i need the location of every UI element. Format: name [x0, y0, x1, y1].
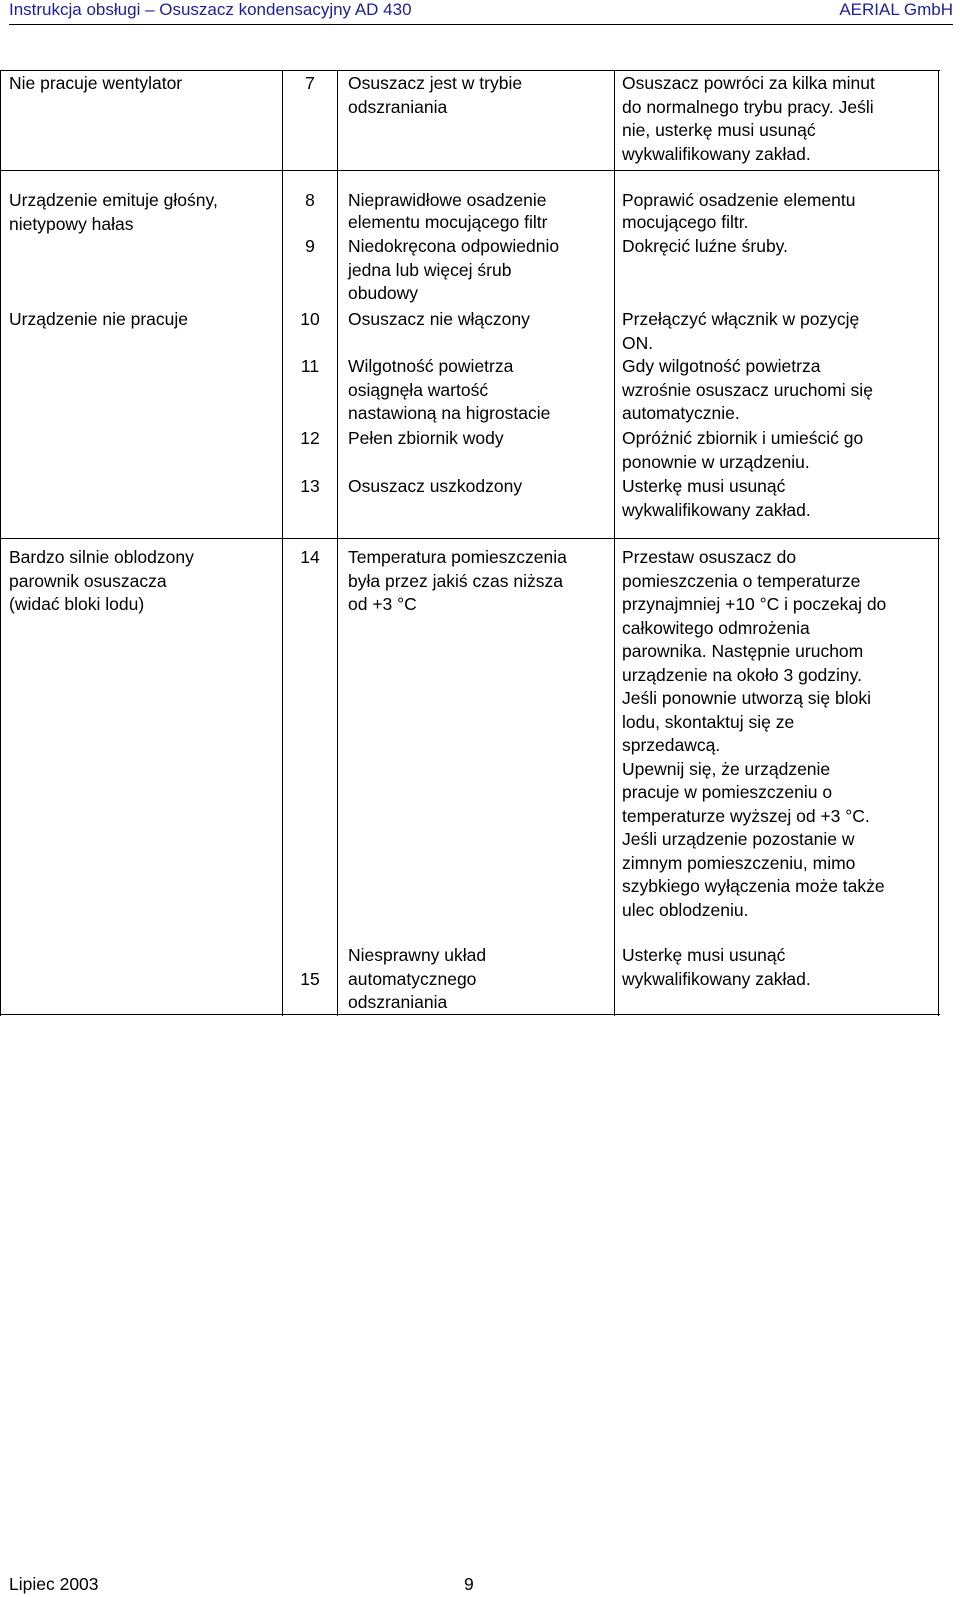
table-border-top: [0, 70, 940, 71]
problem-cell: Urządzenie emituje głośny, nietypowy hałas: [9, 190, 218, 234]
troubleshooting-table: [0, 70, 960, 1030]
page-number: 9: [464, 1574, 474, 1594]
cause-cell: Niedokręcona odpowiednio jedna lub więcej śrub obudowy: [348, 236, 560, 303]
cause-number: 15: [300, 969, 320, 989]
cause-cell: Niesprawny układ automatycznego odszraniania: [348, 945, 487, 1012]
cause-cell: Wilgotność powietrza osiągnęła wartość nastawioną na higrostacie: [348, 356, 551, 423]
column-divider-number: [282, 70, 283, 1016]
cause-number: 8: [305, 190, 315, 210]
company-name: AERIAL GmbH: [839, 0, 953, 19]
column-divider-cause: [337, 70, 338, 1016]
manual-title: Instrukcja obsługi – Osuszacz kondensacyjny AD 430: [9, 0, 412, 19]
cause-number: 9: [305, 236, 315, 256]
footer-date: Lipiec 2003: [9, 1574, 99, 1594]
remedy-cell: Osuszacz powróci za kilka minut do normalnego trybu pracy. Jeśli nie, usterkę musi usunąć wykwalifikowany zakład.: [622, 73, 875, 164]
cause-cell: Nieprawidłowe osadzenie elementu mocującego filtr: [348, 190, 548, 232]
problem-cell: Nie pracuje wentylator: [9, 73, 183, 93]
remedy-cell: Przełączyć włącznik w pozycję ON.: [622, 309, 860, 353]
remedy-cell: Usterkę musi usunąć wykwalifikowany zakład.: [622, 945, 811, 989]
remedy-cell: Gdy wilgotność powietrza wzrośnie osuszacz uruchomi się automatycznie.: [622, 356, 873, 423]
remedy-cell: Dokręcić luźne śruby.: [622, 236, 788, 256]
cause-cell: Temperatura pomieszczenia była przez jakiś czas niższa od +3 °C: [348, 547, 567, 614]
remedy-cell: Poprawić osadzenie elementu mocującego filtr.: [622, 190, 856, 232]
cause-cell: Pełen zbiornik wody: [348, 428, 504, 448]
cause-number: 10: [300, 309, 320, 329]
page-header: [9, 0, 953, 20]
cause-number: 14: [300, 547, 320, 567]
remedy-cell: Usterkę musi usunąć wykwalifikowany zakład.: [622, 476, 811, 520]
cause-number: 7: [305, 73, 315, 93]
column-divider-remedy: [614, 70, 615, 1016]
table-border-right: [938, 70, 939, 1016]
cause-cell: Osuszacz uszkodzony: [348, 476, 523, 496]
row-divider: [0, 170, 940, 171]
cause-cell: Osuszacz jest w trybie odszraniania: [348, 73, 523, 117]
cause-cell: Osuszacz nie włączony: [348, 309, 530, 329]
cause-number: 12: [300, 428, 320, 448]
problem-cell: Urządzenie nie pracuje: [9, 309, 188, 329]
cause-number: 13: [300, 476, 320, 496]
row-divider: [0, 538, 940, 539]
cause-number: 11: [300, 356, 320, 376]
remedy-cell: Przestaw osuszacz do pomieszczenia o temperaturze przynajmniej +10 °C i poczekaj do całkowitego odmrożenia parownika. Następnie uruchom urządzenie na około 3 godziny. Jeśli ponownie utworzą się bloki lodu, skontaktuj się ze sprzedawcą. Upewnij się, że urządzenie pracuje w pomieszczeniu o temperaturze wyższej od +3 °C. Jeśli urządzenie pozostanie w zimnym pomieszczeniu, mimo szybkiego wyłączenia może także ulec oblodzeniu.: [622, 547, 887, 920]
header-divider: [9, 24, 953, 25]
table-border-left: [0, 70, 1, 1016]
problem-cell: Bardzo silnie oblodzony parownik osuszacza (widać bloki lodu): [9, 547, 194, 614]
remedy-cell: Opróżnić zbiornik i umieścić go ponownie w urządzeniu.: [622, 428, 864, 472]
